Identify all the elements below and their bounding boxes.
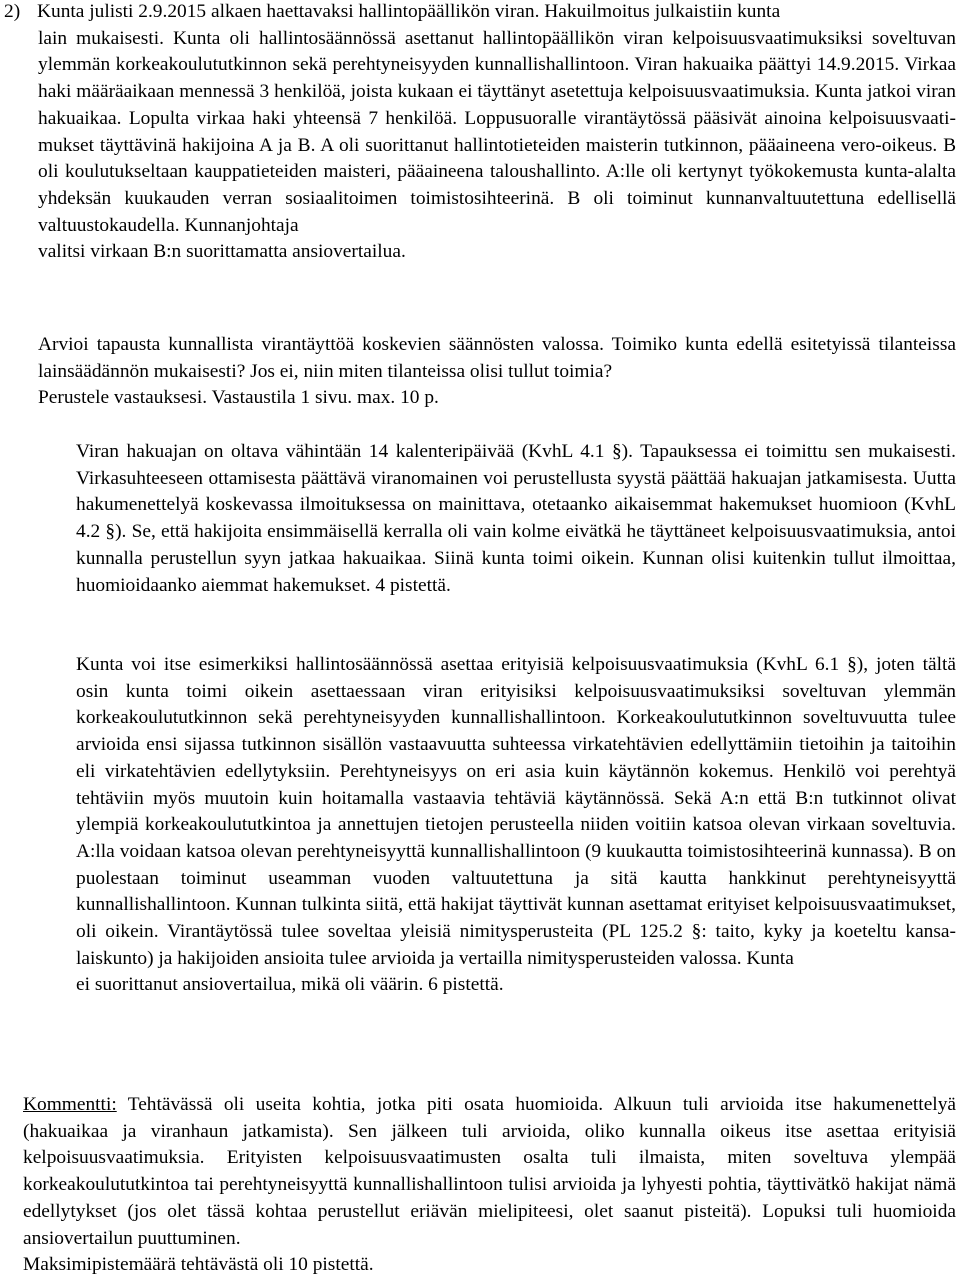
answer-paragraph-2 xyxy=(76,652,956,999)
question-first-line-text: Kunta julisti 2.9.2015 alkaen haettavaksi hallintopäällikön viran. Hakuilmoitus julkaistiin kunta xyxy=(37,1,781,22)
answer-paragraph-1 xyxy=(76,439,956,599)
answer-2-last-line: ei suorittanut ansiovertailua, mikä oli väärin. 6 pistettä. xyxy=(76,974,504,996)
comment-label: Kommentti: xyxy=(23,1094,117,1115)
task-body-text: Arvioi tapausta kunnallista virantäyttöä koskevien säännösten valossa. Toimiko kunta edellä esitetyissä tilanteissa lainsäädännön mukaisesti? Jos ei, niin miten tilanteissa olisi tullut toimia? xyxy=(38,334,956,382)
task-last-line: Perustele vastauksesi. Vastaustila 1 sivu. max. 10 p. xyxy=(38,387,439,409)
task-instructions xyxy=(38,332,956,412)
answer-2-body-text: Kunta voi itse esimerkiksi hallintosäännössä asettaa erityisiä kelpoisuusvaatimuksia (KvhL 6.1 §), joten tältä osin kunta toimi oikein asettaessaan viran erityisiksi kelpoisuusvaatimuksiksi soveltuvan ylemmän korkeakoulututkinnon sekä perehtyneisyyden kunnallishallintoon. Korkeakoulututkinnon soveltuvuutta tulee arvioida ensi sijassa tutkinnon sisällön vastaavuutta suhteessa virkatehtävien edellyttämiin tietoihin ja taitoihin eli virkatehtävien edellytyksiin. Perehtyneisyys on eri asia kuin käytännön kokemus. Henkilö voi perehtyä tehtäviin myös muutoin kuin hoitamalla vastaavia tehtäviä käytännössä. Sekä A:n että B:n tutkinnot olivat ylempiä korkeakoulututkintoa ja annettujen tietojen perusteella niiden voitiin katsoa olevan virkaan soveltuvia. A:lla voidaan katsoa olevan perehtyneisyyttä kunnallishallintoon (9 kuukautta toimistosihteerinä kunnassa). B on puolestaan toiminut useamman vuoden valtuutettuna ja sitä kautta hankkinut perehtyneisyyttä kunnallishallintoon. Kunnan tulkinta siitä, että hakijat täyttivät kunnan asettamat erityiset kelpoisuusvaatimukset, oli oikein. Virantäytössä tulee soveltaa yleisiä nimitysperusteita (PL 125.2 §: taito, kyky ja koeteltu kansalaiskunto) ja hakijoiden ansioita tulee arvioida ja vertailla nimitysperusteiden valossa. Kunta xyxy=(76,654,956,969)
comment-paragraph xyxy=(23,1092,956,1279)
comment-body-text: Tehtävässä oli useita kohtia, jotka piti osata huomioida. Alkuun tuli arvioida itse hakumenettelyä (hakuaikaa ja viranhaun jatkamista). Sen jälkeen tuli arvioida, oliko kunnalla oikeus itse asettaa erityisiä kelpoisuusvaatimuksia. Erityisten kelpoisuusvaatimusten osalta tuli ilmaista, miten soveltuva ylempää korkeakoulututkintoa tai perehtyneisyyttä kunnallishallintoon tulisi arvioida ja lyhyesti pohtia, täyttivätkö hakijat nämä edellytykset (jos olet tässä kohtaa perustellut eriävän mielipiteesi, olet saanut pisteitä). Lopuksi tuli huomioida ansiovertailun puuttuminen. xyxy=(23,1094,956,1249)
answer-1-points: 4 pistettä. xyxy=(375,574,451,596)
comment-last-line: Maksimipistemäärä tehtävästä oli 10 pistettä. xyxy=(23,1254,374,1276)
question-first-line xyxy=(4,0,956,26)
question-number: 2) xyxy=(4,1,21,22)
answer-1-body-text: Viran hakuajan on oltava vähintään 14 kalenteripäivää (KvhL 4.1 §). Tapauksessa ei toimittu sen mukaisesti. Virkasuhteeseen ottamisesta päättävä viranomainen voi perustellusta syystä päättää hakuajan jatkamisesta. Uutta hakumenettelyä koskevassa ilmoituksessa on mainittava, otetaanko aikaisemmat hakemukset huomioon (KvhL 4.2 §). Se, että hakijoita ensimmäisellä kerralla oli vain kolme eivätkä he täyttäneet kelpoisuusvaatimuksia, antoi kunnalla perustellun syyn jatkaa hakuaikaa. Siinä kunta toimi oikein. Kunnan olisi kuitenkin tullut ilmoittaa, huomioidaanko aiemmat hakemukset. xyxy=(76,441,956,596)
question-body xyxy=(38,26,956,266)
question-last-line: valitsi virkaan B:n suorittamatta ansiovertailua. xyxy=(38,241,406,263)
question-body-text: lain mukaisesti. Kunta oli hallintosäännössä asettanut hallintopäällikön viran kelpoisuusvaatimuksiksi soveltuvan ylemmän korkeakoulututkinnon sekä perehtyneisyyden kunnallishallintoon. Viran hakuaika päättyi 14.9.2015. Virkaa haki määräaikaan mennessä 3 henkilöä, joista kukaan ei täyttänyt asetettuja kelpoisuusvaatimuksia. Kunta jatkoi viran hakuaikaa. Lopulta virkaa haki yhteensä 7 henkilöä. Loppusuoralle virantäytössä pääsivät ainoina kelpoisuusvaatimukset täyttävinä hakijoina A ja B. A oli suorittanut hallintotieteiden maisterin tutkinnon, pääaineena vero-oikeus. B oli koulutukseltaan kauppatieteiden maisteri, pääaineena taloushallinto. A:lle oli kertynyt työkokemusta kunta-alalta yhdeksän kuukauden verran sosiaalitoimen toimistosihteerinä. B oli toiminut kunnanvaltuutettuna edellisellä valtuustokaudella. Kunnanjohtaja xyxy=(38,27,956,236)
